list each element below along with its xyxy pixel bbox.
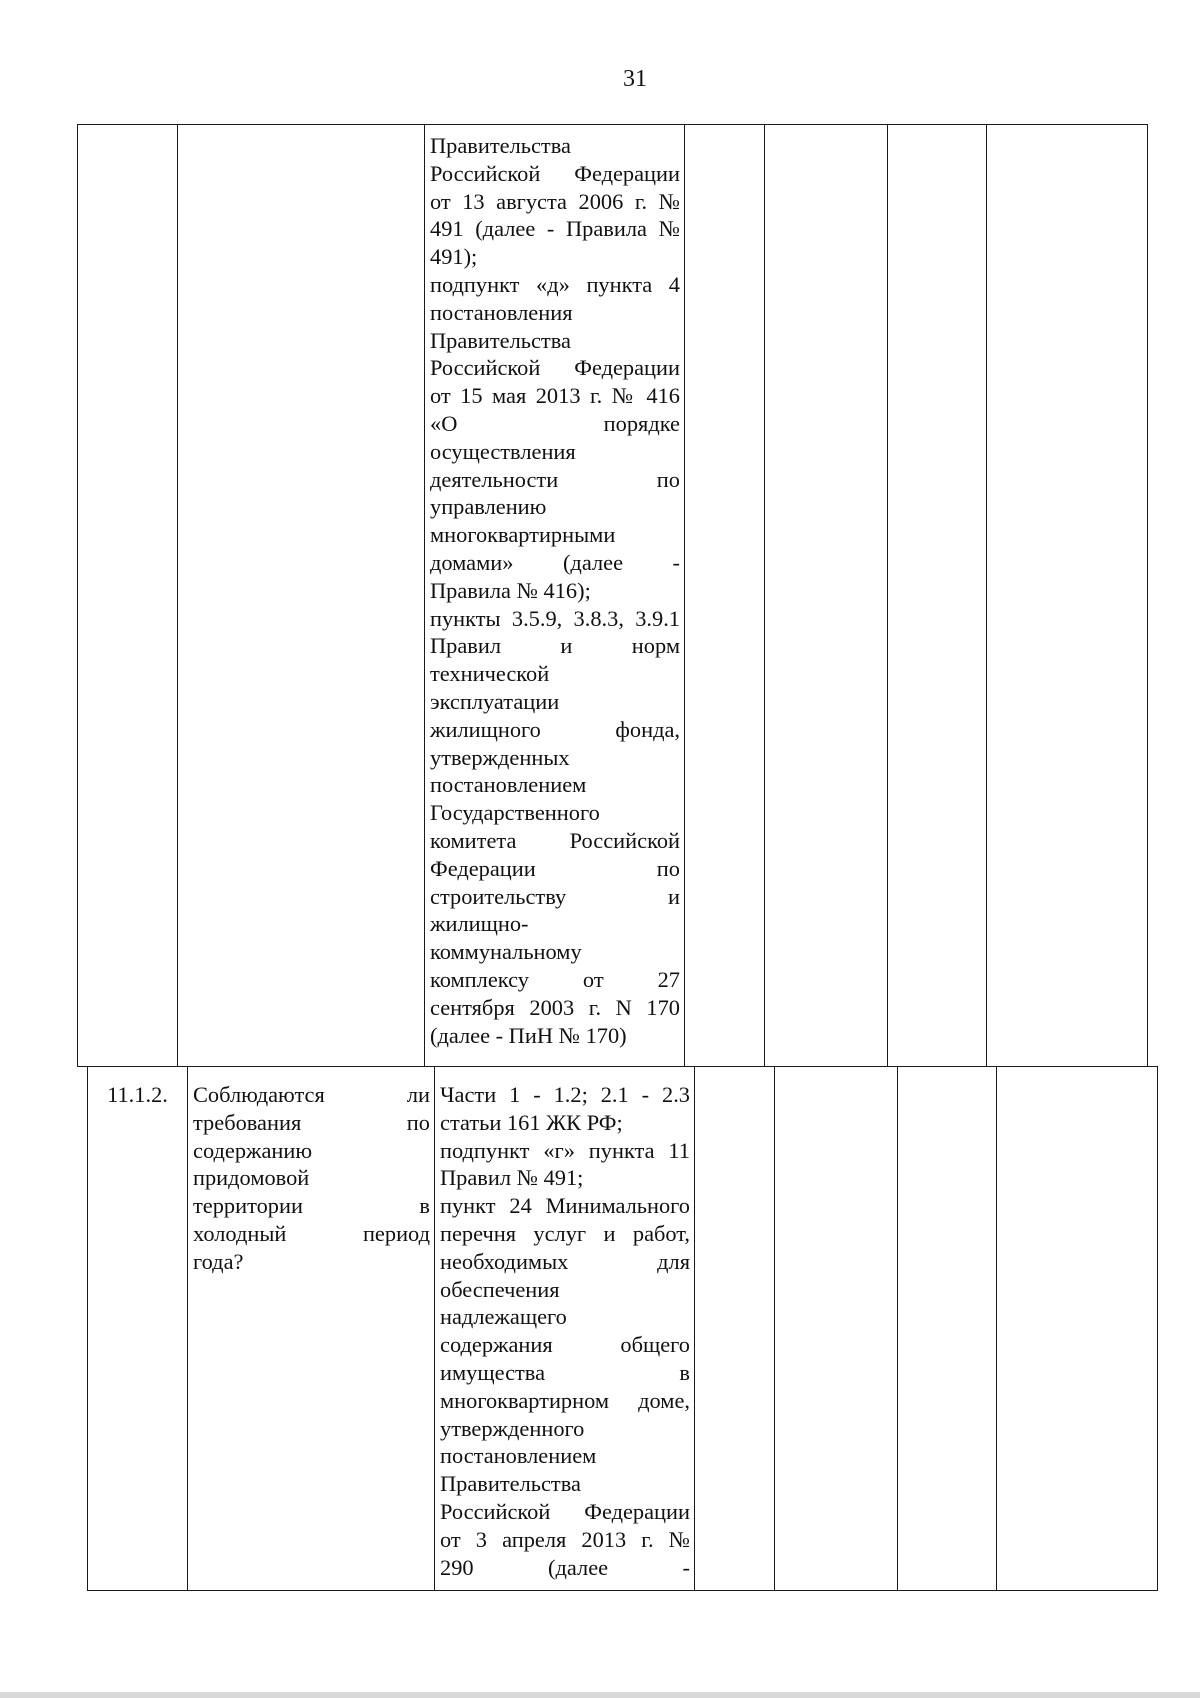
text-line: требования по bbox=[193, 1109, 430, 1135]
text-line: от 13 августа 2006 г. № bbox=[430, 188, 680, 214]
text-line: подпункт «г» пункта 11 bbox=[440, 1137, 690, 1163]
text-line: комплексу от 27 bbox=[430, 966, 680, 992]
answer-no-cell bbox=[765, 125, 888, 1067]
text-line: Части 1 - 1.2; 2.1 - 2.3 bbox=[440, 1082, 690, 1107]
answer-yes-cell bbox=[685, 125, 765, 1067]
text-line: постановлением bbox=[440, 1443, 597, 1469]
question-cell bbox=[178, 125, 425, 1067]
text-line: технической bbox=[430, 661, 550, 687]
table-row bbox=[88, 1067, 1158, 1591]
text-line: Российской Федерации bbox=[430, 160, 680, 186]
text-line: постановления bbox=[430, 299, 573, 325]
text-line: Федерации по bbox=[430, 855, 680, 881]
text-line: домами» (далее - bbox=[430, 549, 680, 575]
text-line: Российской Федерации bbox=[440, 1498, 690, 1524]
legal-basis-text bbox=[440, 1081, 690, 1581]
text-line: 290 (далее - bbox=[440, 1554, 690, 1580]
text-line: Российской Федерации bbox=[430, 355, 680, 381]
text-line: деятельности по bbox=[430, 466, 680, 492]
text-line: имущества в bbox=[440, 1359, 690, 1385]
text-line: (далее - ПиН № 170) bbox=[430, 1022, 627, 1048]
text-line: Правил и норм bbox=[430, 633, 680, 659]
legal-basis-text bbox=[430, 132, 680, 1049]
scan-edge bbox=[0, 1692, 1200, 1698]
text-line: сентября 2003 г. N 170 bbox=[430, 994, 680, 1020]
text-line: постановлением bbox=[430, 772, 587, 798]
note-cell bbox=[997, 1067, 1158, 1591]
item-number: 11.1.2. bbox=[107, 1082, 168, 1107]
text-line: пункт 24 Минимального bbox=[440, 1193, 690, 1219]
table-row bbox=[78, 125, 1148, 1067]
text-line: «О порядке bbox=[430, 410, 680, 436]
text-line: холодный период bbox=[193, 1220, 430, 1246]
text-line: пункты 3.5.9, 3.8.3, 3.9.1 bbox=[430, 605, 680, 631]
legal-basis-cell bbox=[425, 125, 685, 1067]
text-line: 491); bbox=[430, 244, 478, 270]
text-line: от 3 апреля 2013 г. № bbox=[440, 1526, 690, 1552]
answer-yes-cell bbox=[695, 1067, 775, 1591]
text-line: содержанию bbox=[193, 1137, 313, 1163]
text-line: эксплуатации bbox=[430, 688, 560, 714]
item-number-cell bbox=[78, 125, 178, 1067]
checklist-table-continued bbox=[77, 124, 1148, 1067]
text-line: Правил № 491; bbox=[440, 1165, 584, 1191]
text-line: Соблюдаются ли bbox=[193, 1082, 430, 1107]
text-line: коммунальному bbox=[430, 939, 582, 965]
page-number: 31 bbox=[623, 66, 647, 92]
text-line: территории в bbox=[193, 1193, 430, 1219]
text-line: статьи 161 ЖК РФ; bbox=[440, 1109, 623, 1135]
question-cell bbox=[188, 1067, 435, 1591]
text-line: Правительства bbox=[440, 1471, 581, 1497]
text-line: Правительства bbox=[430, 133, 571, 158]
text-line: содержания общего bbox=[440, 1332, 690, 1358]
answer-no-cell bbox=[775, 1067, 898, 1591]
text-line: комитета Российской bbox=[430, 827, 680, 853]
text-line: многоквартирными bbox=[430, 522, 616, 548]
legal-basis-cell bbox=[435, 1067, 695, 1591]
text-line: придомовой bbox=[193, 1165, 310, 1191]
text-line: подпункт «д» пункта 4 bbox=[430, 271, 680, 297]
answer-na-cell bbox=[888, 125, 987, 1067]
text-line: года? bbox=[193, 1248, 244, 1274]
text-line: утвержденных bbox=[430, 744, 570, 770]
text-line: Правительства bbox=[430, 327, 571, 353]
checklist-table bbox=[87, 1066, 1158, 1591]
text-line: Правила № 416); bbox=[430, 577, 591, 603]
text-line: утвержденного bbox=[440, 1415, 585, 1441]
text-line: жилищного фонда, bbox=[430, 716, 680, 742]
text-line: строительству и bbox=[430, 883, 680, 909]
text-line: 491 (далее - Правила № bbox=[430, 216, 680, 242]
text-line: необходимых для bbox=[440, 1248, 690, 1274]
text-line: управлению bbox=[430, 494, 547, 520]
text-line: от 15 мая 2013 г. № 416 bbox=[430, 383, 680, 409]
text-line: перечня услуг и работ, bbox=[440, 1220, 690, 1246]
note-cell bbox=[987, 125, 1148, 1067]
text-line: обеспечения bbox=[440, 1276, 560, 1302]
text-line: жилищно- bbox=[430, 911, 529, 937]
text-line: многоквартирном доме, bbox=[440, 1387, 690, 1413]
text-line: осуществления bbox=[430, 438, 576, 464]
text-line: надлежащего bbox=[440, 1304, 567, 1330]
answer-na-cell bbox=[898, 1067, 997, 1591]
item-number-cell bbox=[88, 1067, 188, 1591]
question-text bbox=[193, 1081, 430, 1276]
text-line: Государственного bbox=[430, 800, 600, 826]
